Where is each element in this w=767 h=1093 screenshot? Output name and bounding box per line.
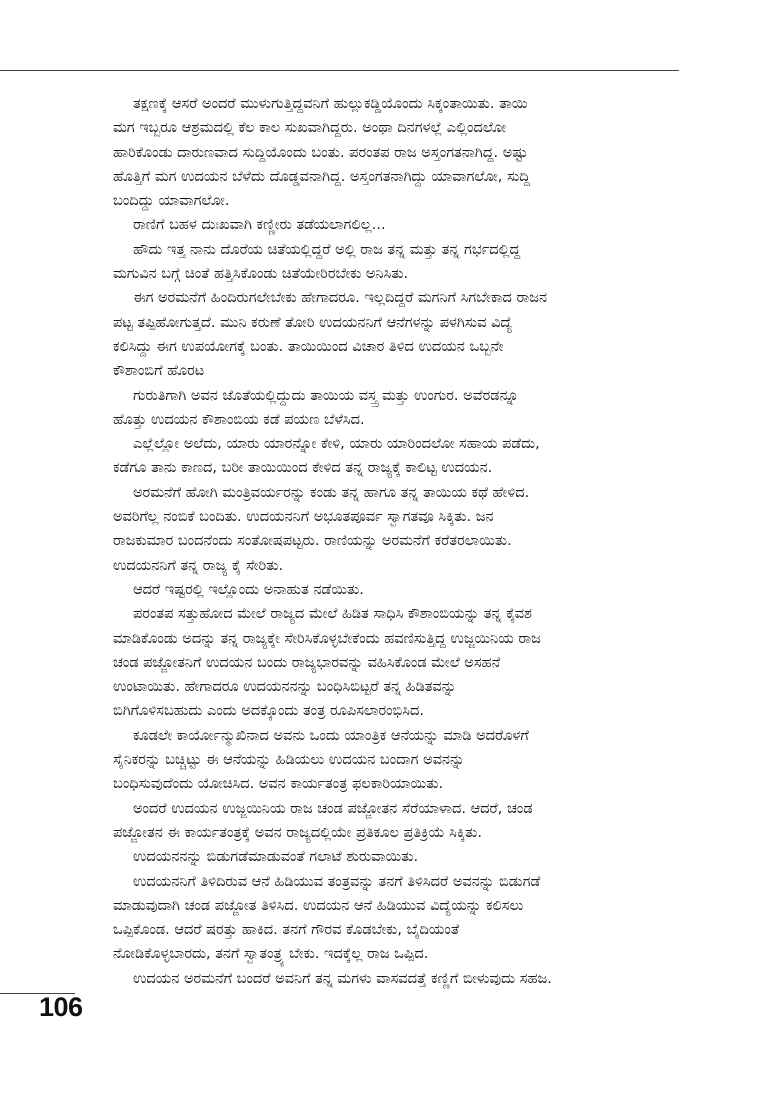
- header-rule: [0, 70, 679, 71]
- paragraph: ಪರಂತಪ ಸತ್ತುಹೋದ ಮೇಲೆ ರಾಜ್ಯದ ಮೇಲೆ ಹಿಡಿತ ಸಾಧಿಸಿ ಕೌಶಾಂಬಿಯನ್ನು ತನ್ನ ಕೈವಶ ಮಾಡಿಕೊಂಡು ಅದನ್ನು ತನ್ನ ರಾಜ್ಯಕ್ಕೇ ಸೇರಿಸಿಕೊಳ್ಳಬೇಕೆಂದು ಹವಣಿಸುತ್ತಿದ್ದ ಉಜ್ಜಯಿನಿಯ ರಾಜ ಚಂಡ ಪಜ್ಜೋತನಿಗೆ ಉದಯನ ಬಂದು ರಾಜ್ಯಭಾರವನ್ನು ವಹಿಸಿಕೊಂಡ ಮೇಲೆ ಅಸಹನೆ ಉಂಟಾಯಿತು. ಹೇಗಾದರೂ ಉದಯನನನ್ನು ಬಂಧಿಸಿಬಿಟ್ಟರೆ ತನ್ನ ಹಿಡಿತವನ್ನು ಬಿಗಿಗೊಳಿಸಬಹುದು ಎಂದು ಅದಕ್ಕೊಂದು ತಂತ್ರ ರೂಪಿಸಲಾರಂಭಿಸಿದ.: [113, 606, 541, 720]
- paragraph: ಗುರುತಿಗಾಗಿ ಅವನ ಜೊತೆಯಲ್ಲಿದ್ದುದು ತಾಯಿಯ ವಸ್ತ್ರ ಮತ್ತು ಉಂಗುರ. ಅವೆರಡನ್ನೂ ಹೊತ್ತು ಉದಯನ ಕೌಶಾಂಬಿಯ ಕಡೆ ಪಯಣ ಬೆಳೆಸಿದ.: [113, 387, 519, 428]
- paragraph: ಉದಯನ ಅರಮನೆಗೆ ಬಂದರೆ ಅವನಿಗೆ ತನ್ನ ಮಗಳು ವಾಸವದತ್ತೆ ಕಣ್ಣಿಗೆ ಬೀಳುವುದು ಸಹಜ.: [133, 970, 552, 987]
- body-text: [113, 92, 687, 991]
- paragraph: ಆದರೆ ಇಷ್ಟರಲ್ಲಿ ಇಲ್ಲೊಂದು ಅನಾಹುತ ನಡೆಯಿತು.: [133, 581, 364, 598]
- paragraph: ಅಂದರೆ ಉದಯನ ಉಜ್ಜಯಿನಿಯ ರಾಜ ಚಂಡ ಪಜ್ಜೋತನ ಸೆರೆಯಾಳಾದ. ಆದರೆ, ಚಂಡ ಪಜ್ಜೋತನ ಈ ಕಾರ್ಯತಂತ್ರಕ್ಕೆ ಅವನ ರಾಜ್ಯದಲ್ಲಿಯೇ ಪ್ರತಿಕೂಲ ಪ್ರತಿಕ್ರಿಯೆ ಸಿಕ್ಕಿತು.: [113, 800, 533, 841]
- paragraph: ಕೂಡಲೇ ಕಾರ್ಯೋನ್ಮುಖಿನಾದ ಅವನು ಒಂದು ಯಾಂತ್ರಿಕ ಆನೆಯನ್ನು ಮಾಡಿ ಅದರೊಳಗೆ ಸೈನಿಕರನ್ನು ಬಚ್ಚಿಟ್ಟು ಈ ಆನೆಯನ್ನು ಹಿಡಿಯಲು ಉದಯನ ಬಂದಾಗ ಅವನನ್ನು ಬಂಧಿಸುವುದೆಂದು ಯೋಚಿಸಿದ. ಅವನ ಕಾರ್ಯತಂತ್ರ ಫಲಕಾರಿಯಾಯಿತು.: [113, 727, 529, 793]
- page-number: 106: [39, 992, 83, 1022]
- paragraph: ಈಗ ಅರಮನೆಗೆ ಹಿಂದಿರುಗಲೇಬೇಕು ಹೇಗಾದರೂ. ಇಲ್ಲದಿದ್ದರೆ ಮಗನಿಗೆ ಸಿಗಬೇಕಾದ ರಾಜನ ಪಟ್ಟ ತಪ್ಪಿಹೋಗುತ್ತದೆ. ಮುನಿ ಕರುಣೆ ತೋರಿ ಉದಯನನಿಗೆ ಆನೆಗಳನ್ನು ಪಳಗಿಸುವ ವಿದ್ಯೆ ಕಲಿಸಿದ್ದು ಈಗ ಉಪಯೋಗಕ್ಕೆ ಬಂತು. ತಾಯಿಯಿಂದ ವಿಚಾರ ತಿಳಿದ ಉದಯನ ಒಬ್ಬನೇ ಕೌಶಾಂಬಿಗೆ ಹೊರಟ: [113, 290, 548, 380]
- paragraph: ಎಲ್ಲೆಲ್ಲೋ ಅಲೆದು, ಯಾರು ಯಾರನ್ನೋ ಕೇಳಿ, ಯಾರು ಯಾರಿಂದಲೋ ಸಹಾಯ ಪಡೆದು, ಕಡೆಗೂ ತಾನು ಕಾಣದ, ಬರೀ ತಾಯಿಯಿಂದ ಕೇಳಿದ ತನ್ನ ರಾಜ್ಯಕ್ಕೆ ಕಾಲಿಟ್ಟ ಉದಯನ.: [113, 436, 540, 477]
- paragraph: ತಕ್ಷಣಕ್ಕೆ ಆಸರೆ ಅಂದರೆ ಮುಳುಗುತ್ತಿದ್ದವನಿಗೆ ಹುಲ್ಲುಕಡ್ಡಿಯೊಂದು ಸಿಕ್ಕಂತಾಯಿತು. ತಾಯಿ ಮಗ ಇಬ್ಬರೂ ಆಶ್ರಮದಲ್ಲಿ ಕೆಲ ಕಾಲ ಸುಖವಾಗಿದ್ದರು. ಅಂಥಾ ದಿನಗಳಲ್ಲೆ ಎಲ್ಲಿಂದಲೋ ಹಾರಿಕೊಂಡು ದಾರುಣವಾದ ಸುದ್ದಿಯೊಂದು ಬಂತು. ಪರಂತಪ ರಾಜ ಅಸ್ತಂಗತನಾಗಿದ್ದ. ಅಷ್ಟು ಹೊತ್ತಿಗೆ ಮಗ ಉದಯನ ಬೆಳೆದು ದೊಡ್ಡವನಾಗಿದ್ದ. ಅಸ್ತಂಗತನಾಗಿದ್ದು ಯಾವಾಗಲೋ, ಸುದ್ದಿ ಬಂದಿದ್ದು ಯಾವಾಗಲೋ.: [113, 96, 530, 210]
- paragraph: ಉದಯನನನ್ನು ಬಿಡುಗಡೆಮಾಡುವಂತೆ ಗಲಾಟೆ ಶುರುವಾಯಿತು.: [133, 849, 419, 866]
- paragraph: ಹೌದು ಇತ್ತ ನಾನು ದೊರೆಯ ಚಿತೆಯಲ್ಲಿದ್ದರೆ ಅಲ್ಲಿ ರಾಜ ತನ್ನ ಮತ್ತು ತನ್ನ ಗರ್ಭದಲ್ಲಿದ್ದ ಮಗುವಿನ ಬಗ್ಗೆ ಚಿಂತೆ ಹತ್ತಿಸಿಕೊಂಡು ಚಿತೆಯೇರಿರಬೇಕು ಅನಿಸಿತು.: [113, 241, 521, 283]
- paragraph: ಉದಯನನಿಗೆ ತಿಳಿದಿರುವ ಆನೆ ಹಿಡಿಯುವ ತಂತ್ರವನ್ನು ತನಗೆ ತಿಳಿಸಿದರೆ ಅವನನ್ನು ಬಿಡುಗಡೆ ಮಾಡುವುದಾಗಿ ಚಂಡ ಪಜ್ಜೋತ ತಿಳಿಸಿದ. ಉದಯನ ಆನೆ ಹಿಡಿಯುವ ವಿದ್ಯೆಯನ್ನು ಕಲಿಸಲು ಒಪ್ಪಿಕೊಂಡ. ಆದರೆ ಷರತ್ತು ಹಾಕಿದ. ತನಗೆ ಗೌರವ ಕೊಡಬೇಕು, ಬೈದಿಯಂತೆ ನೋಡಿಕೊಳ್ಳಬಾರದು, ತನಗೆ ಸ್ವಾತಂತ್ರ್ಯ ಬೇಕು. ಇದಕ್ಕೆಲ್ಲ ರಾಜ ಒಪ್ಪಿದ.: [113, 873, 541, 963]
- paragraph: ರಾಣಿಗೆ ಬಹಳ ದುಃಖವಾಗಿ ಕಣ್ಣೀರು ತಡೆಯಲಾಗಲಿಲ್ಲ...: [133, 217, 386, 234]
- paragraph: ಅರಮನೆಗೆ ಹೋಗಿ ಮಂತ್ರಿವರ್ಯರನ್ನು ಕಂಡು ತನ್ನ ಹಾಗೂ ತನ್ನ ತಾಯಿಯ ಕಥೆ ಹೇಳಿದ. ಅವರಿಗೆಲ್ಲ ನಂಬಿಕೆ ಬಂದಿತು. ಉದಯನನಿಗೆ ಅಭೂತಪೂರ್ವ ಸ್ವಾಗತವೂ ಸಿಕ್ಕಿತು. ಜನ ರಾಜಕುಮಾರ ಬಂದನೆಂದು ಸಂತೋಷಪಟ್ಟರು. ರಾಣಿಯನ್ನು ಅರಮನೆಗೆ ಕರೆತರಲಾಯಿತು. ಉದಯನನಿಗೆ ತನ್ನ ರಾಜ್ಯ ಕೈ ಸೇರಿತು.: [113, 484, 530, 574]
